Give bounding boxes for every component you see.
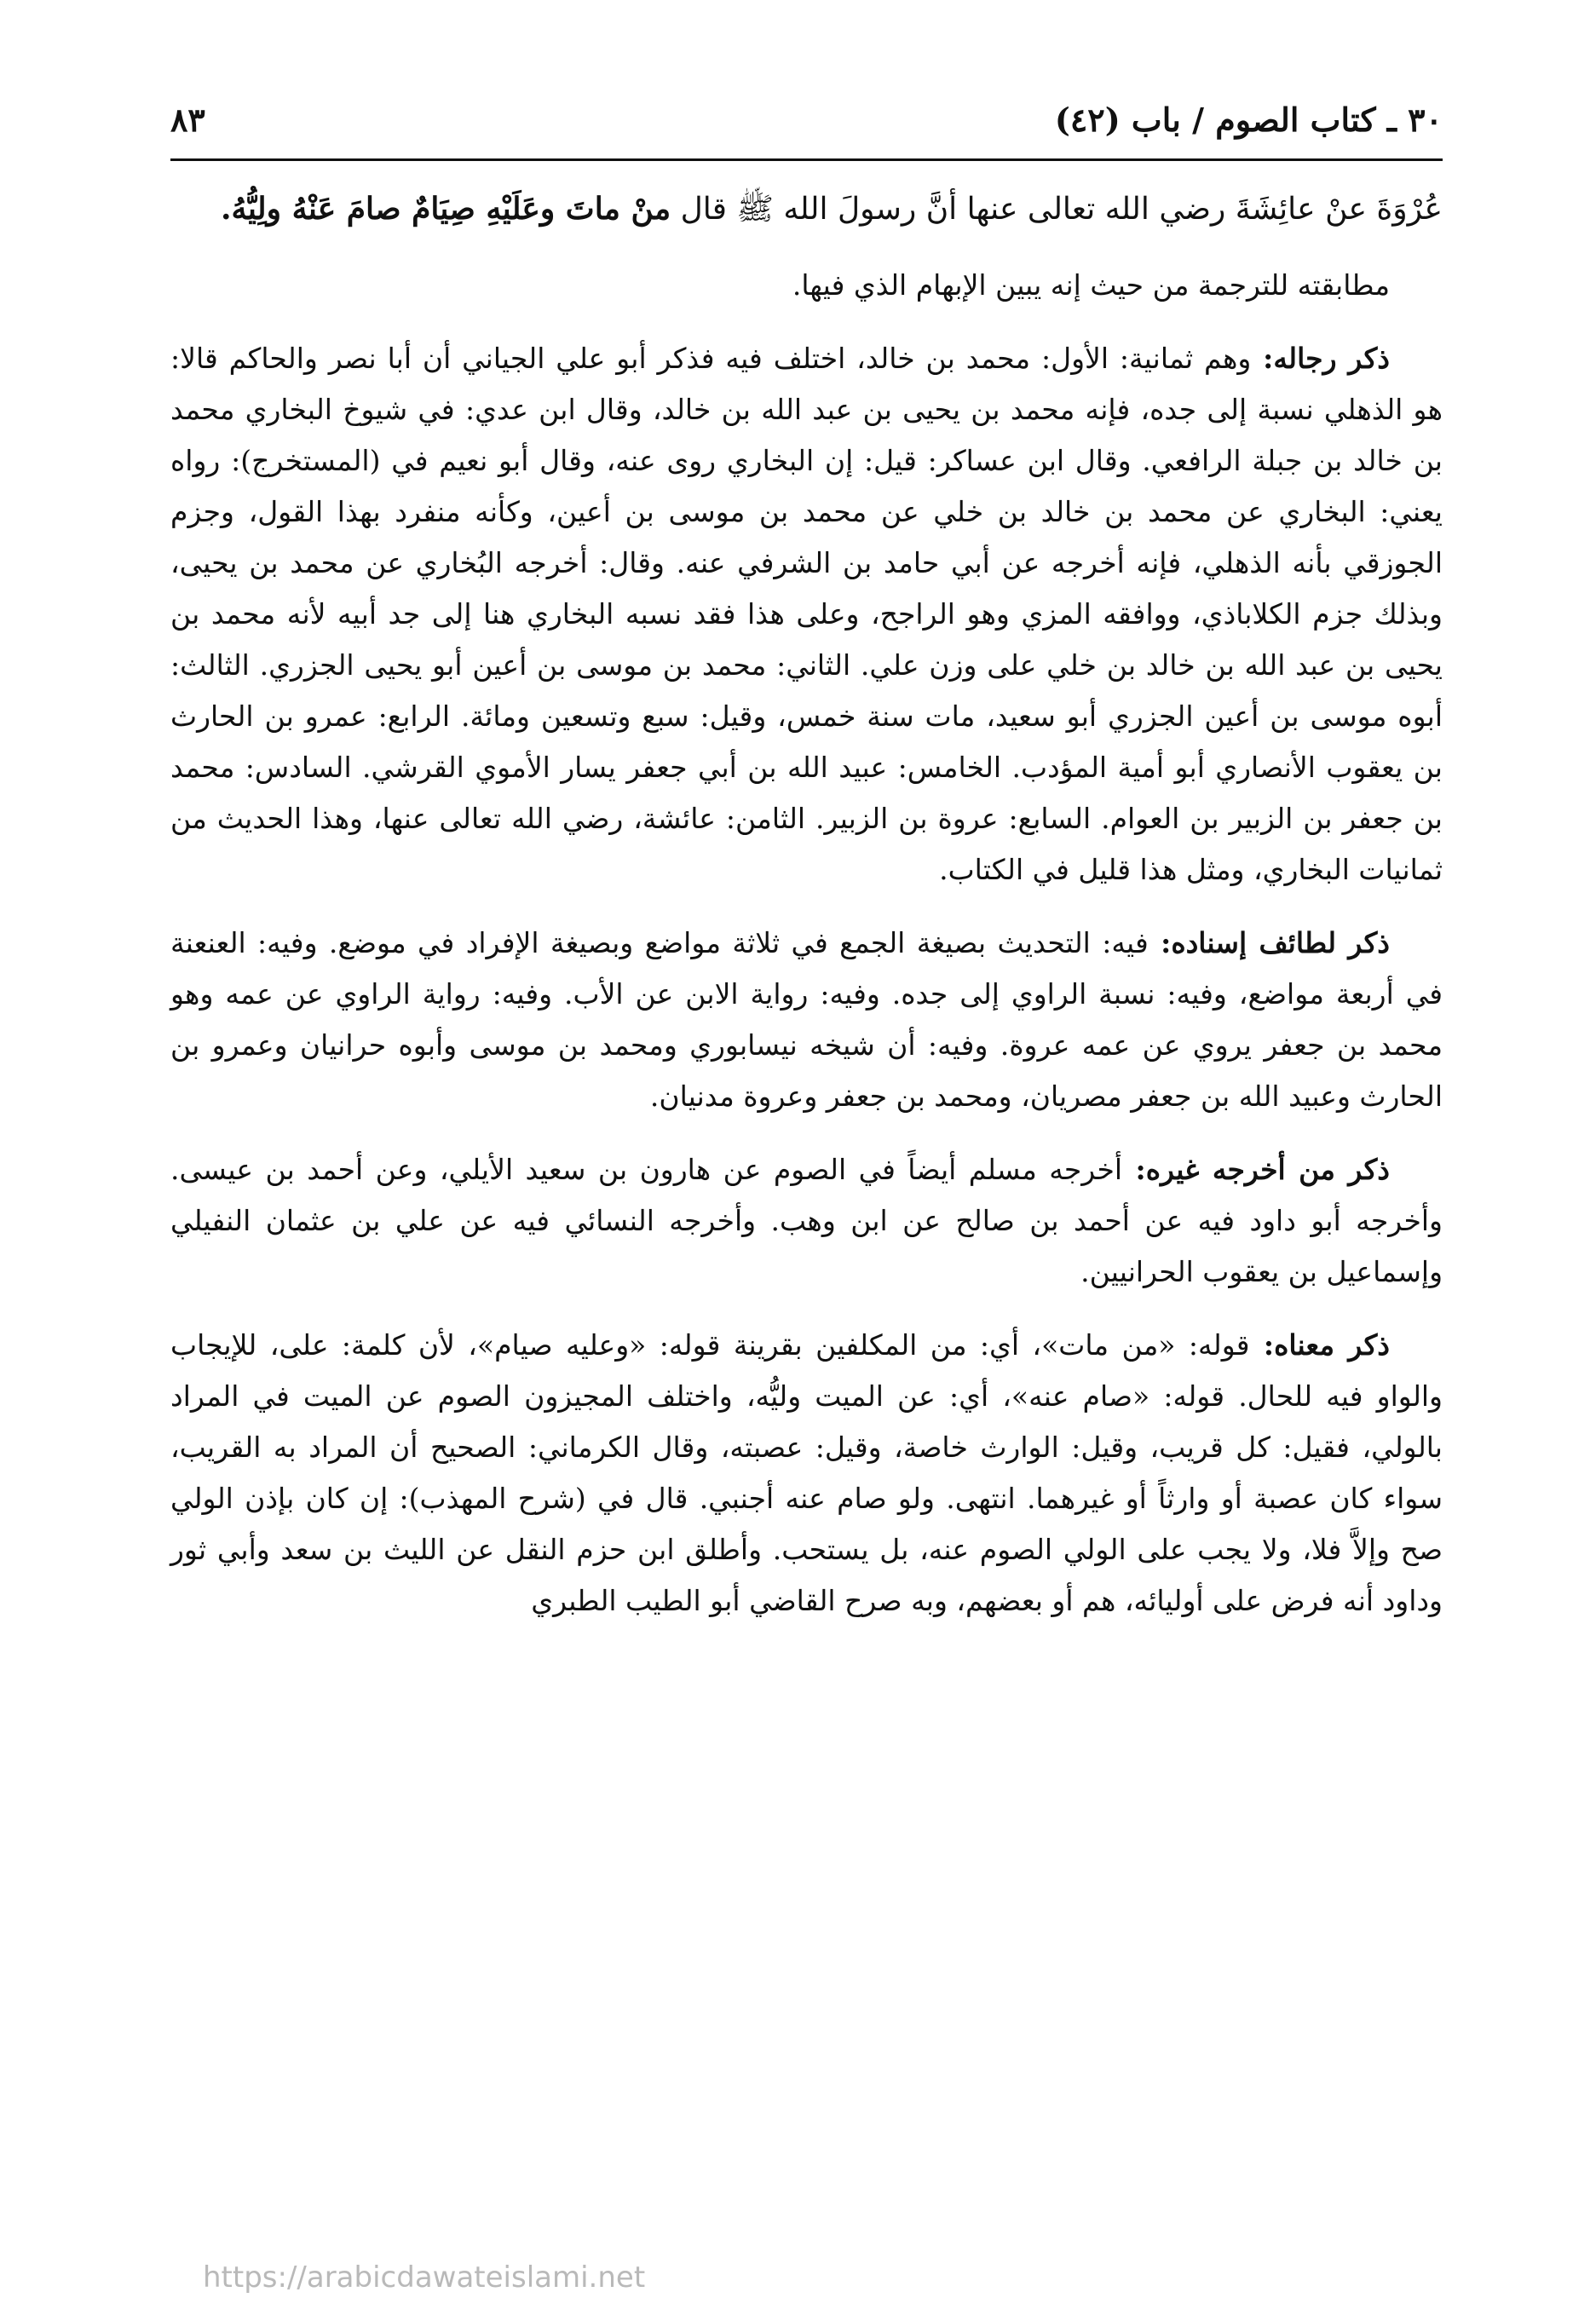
hadith-matn: منْ ماتَ وعَلَيْهِ صِيَامٌ صامَ عَنْهُ ولِيُّهُ. <box>220 191 671 227</box>
section-text: قوله: «من مات»، أي: من المكلفين بقرينة قوله: «وعليه صيام»، لأن كلمة: على، للإيجاب والواو فيه للحال. قوله: «صام عنه»، أي: عن الميت وليُّه، واختلف المجيزون الصوم عن الميت في المراد بالولي، فقيل: كل قريب، وقيل: الوارث خاصة، وقيل: عصبته، وقال الكرماني: الصحيح أن المراد به القريب، سواء كان عصبة أو وارثاً أو غيرهما. انتهى. ولو صام عنه أجنبي. قال في (شرح المهذب): إن كان بإذن الولي صح وإلاَّ فلا، ولا يجب على الولي الصوم عنه، بل يستحب. وأطلق ابن حزم النقل عن الليث بن سعد وأبي ثور وداود أنه فرض على أوليائه، هم أو بعضهم، وبه صرح القاضي أبو الطيب الطبري <box>170 1328 1443 1617</box>
section-heading: ذكر من أخرجه غيره: <box>1122 1153 1390 1186</box>
section-heading: ذكر لطائف إسناده: <box>1148 926 1390 959</box>
hadith-isnad: عُرْوَةَ عنْ عائِشَةَ رضي الله تعالى عنها أنَّ رسولَ الله ﷺ قال <box>671 192 1443 227</box>
narrators-paragraph <box>170 333 1443 895</box>
running-head: ٣٠ ـ كتاب الصوم / باب (٤٢) <box>1054 101 1443 139</box>
section-text: أخرجه مسلم أيضاً في الصوم عن هارون بن سعيد الأيلي، وعن أحمد بن عيسى. وأخرجه أبو داود فيه عن أحمد بن صالح عن ابن وهب. وأخرجه النسائي فيه عن علي بن عثمان النفيلي وإسماعيل بن يعقوب الحرانيين. <box>170 1153 1443 1288</box>
section-heading: ذكر رجاله: <box>1251 342 1390 375</box>
header-rule <box>170 158 1443 161</box>
other-narrators-paragraph <box>170 1144 1443 1298</box>
section-heading: ذكر معناه: <box>1249 1328 1391 1362</box>
page-header <box>170 101 1443 152</box>
isnad-subtleties-paragraph <box>170 918 1443 1122</box>
section-text: فيه: التحديث بصيغة الجمع في ثلاثة مواضع وبصيغة الإفراد في موضع. وفيه: العنعنة في أربعة مواضع، وفيه: نسبة الراوي إلى جده. وفيه: رواية الابن عن الأب. وفيه: رواية الراوي عن عمه وهو محمد بن جعفر يروي عن عمه عروة. وفيه: أن شيخه نيسابوري ومحمد بن موسى وأبوه حرانيان وعمرو بن الحارث وعبيد الله بن جعفر مصريان، ومحمد بن جعفر وعروة مدنيان. <box>170 926 1443 1113</box>
meaning-paragraph <box>170 1320 1443 1627</box>
page-number: ٨٣ <box>170 101 205 139</box>
hadith-paragraph <box>170 181 1443 238</box>
section-text: مطابقته للترجمة من حيث إنه يبين الإبهام الذي فيها. <box>792 268 1390 302</box>
correspondence-paragraph <box>170 260 1443 311</box>
page-body <box>170 181 1443 1649</box>
source-watermark: https://arabicdawateislami.net <box>203 2260 646 2295</box>
section-text: وهم ثمانية: الأول: محمد بن خالد، اختلف فيه فذكر أبو علي الجياني أن أبا نصر والحاكم قالا: هو الذهلي نسبة إلى جده، فإنه محمد بن يحيى بن عبد الله بن خالد، وقال ابن عدي: في شيوخ البخاري محمد بن خالد بن جبلة الرافعي. وقال ابن عساكر: قيل: إن البخاري روى عنه، وقال أبو نعيم في (المستخرج): رواه يعني: البخاري عن محمد بن خالد بن خلي عن محمد بن موسى بن أعين، وكأنه منفرد بهذا القول، وجزم الجوزقي بأنه الذهلي، فإنه أخرجه عن أبي حامد بن الشرفي عنه. وقال: أخرجه البُخاري عن محمد بن يحيى، وبذلك جزم الكلاباذي، ووافقه المزي وهو الراجح، وعلى هذا فقد نسبه البخاري هنا إلى جد أبيه لأنه محمد بن يحيى بن عبد الله بن خالد بن خلي على وزن علي. الثاني: محمد بن موسى بن أعين أبو يحيى الجزري. الثالث: أبوه موسى بن أعين الجزري أبو سعيد، مات سنة خمس، وقيل: سبع وتسعين ومائة. الرابع: عمرو بن الحارث بن يعقوب الأنصاري أبو أمية المؤدب. الخامس: عبيد الله بن أبي جعفر يسار الأموي القرشي. السادس: محمد بن جعفر بن الزبير بن العوام. السابع: عروة بن الزبير. الثامن: عائشة، رضي الله تعالى عنها، وهذا الحديث من ثمانيات البخاري، ومثل هذا قليل في الكتاب. <box>170 342 1443 886</box>
